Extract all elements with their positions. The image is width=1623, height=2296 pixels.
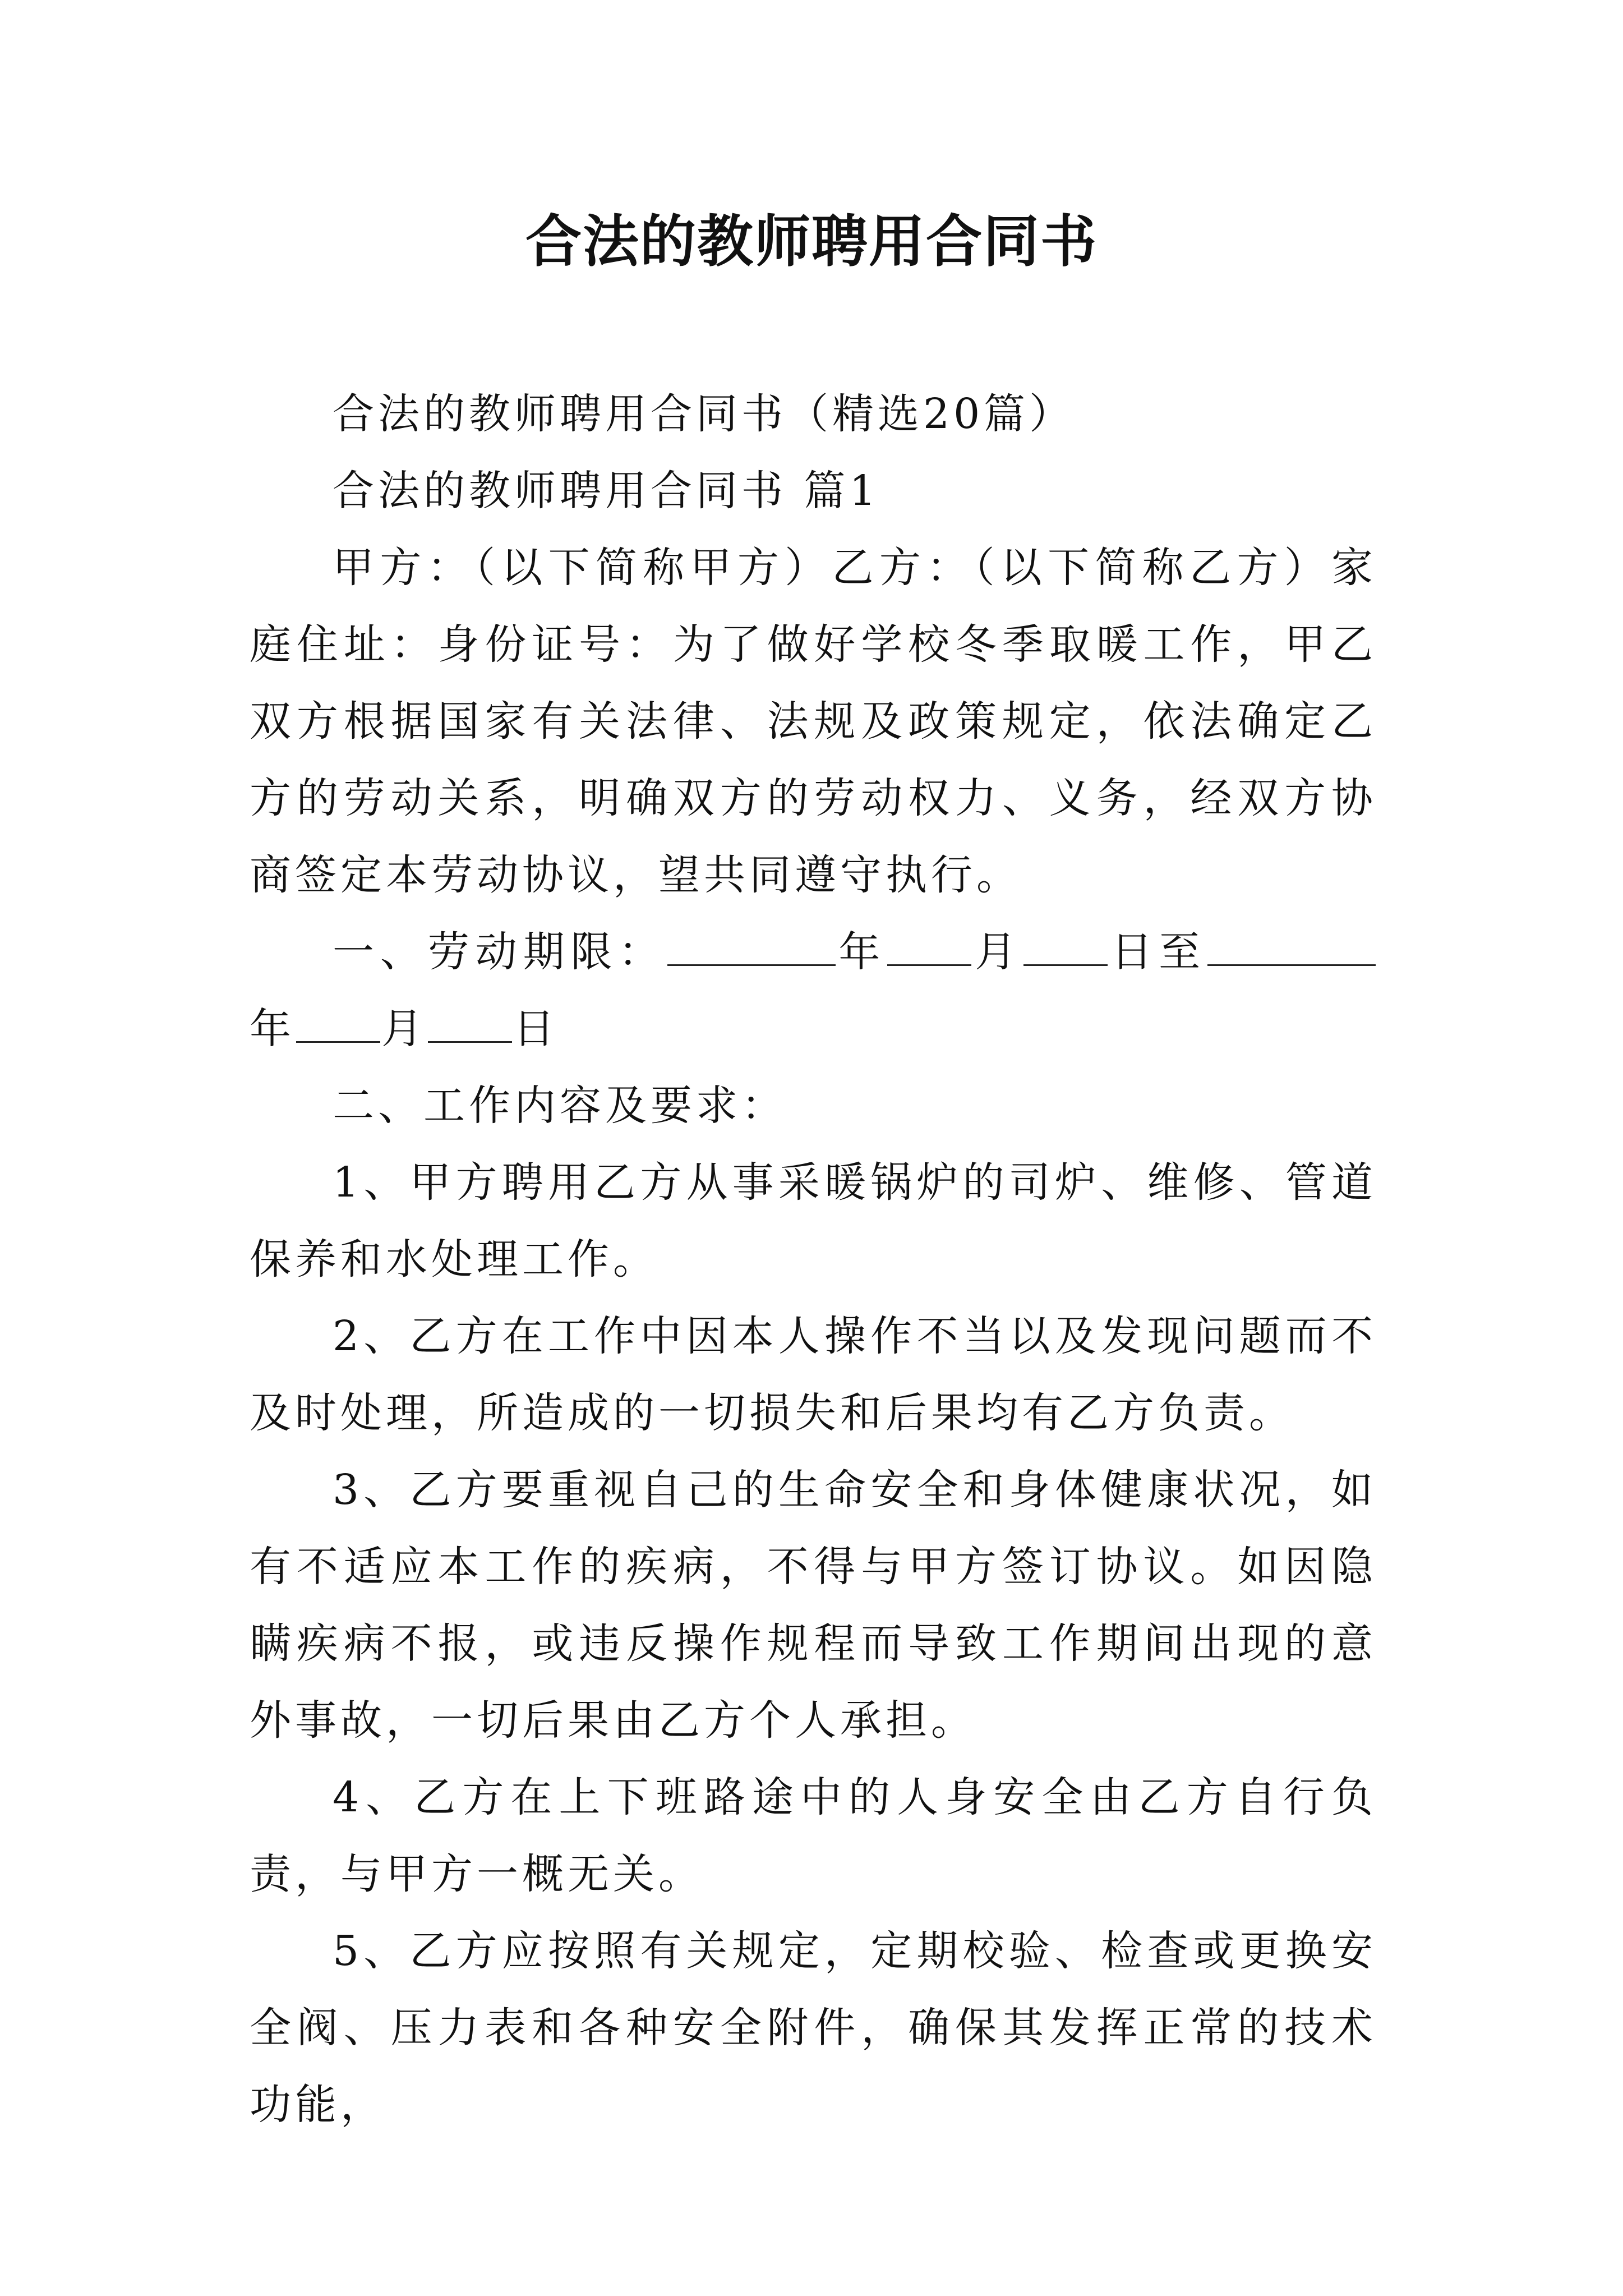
- term-day-2: 日: [513, 1005, 559, 1053]
- blank-line: [1023, 964, 1108, 966]
- paragraph-clause-4: 4、乙方在上下班路途中的人身安全由乙方自行负责，与甲方一概无关。: [250, 1773, 1377, 1898]
- term-label: 一、劳动期限：: [333, 928, 666, 976]
- blank-line: [1207, 964, 1376, 966]
- paragraph-work-heading: 二、工作内容及要求：: [333, 1082, 787, 1130]
- document-title: 合法的教师聘用合同书: [525, 208, 1098, 274]
- paragraph-section-heading: 合法的教师聘用合同书 篇1: [333, 467, 880, 515]
- blank-line: [667, 964, 836, 966]
- paragraph-subtitle: 合法的教师聘用合同书（精选20篇）: [333, 390, 1075, 438]
- term-month-1: 月: [972, 928, 1023, 976]
- blank-line: [887, 964, 971, 966]
- term-year-1: 年: [836, 928, 887, 976]
- term-day-to: 日至: [1109, 928, 1207, 976]
- blank-line: [428, 1041, 512, 1043]
- term-month-2: 月: [381, 1005, 427, 1053]
- paragraph-clause-2: 2、乙方在工作中因本人操作不当以及发现问题而不及时处理，所造成的一切损失和后果均有乙方负责。: [250, 1312, 1377, 1437]
- paragraph-term: [250, 914, 1377, 1068]
- blank-line: [296, 1041, 380, 1043]
- document-body: [250, 376, 1377, 2143]
- paragraph-clause-5: 5、乙方应按照有关规定，定期校验、检查或更换安全阀、压力表和各种安全附件，确保其发挥正常的技术功能，: [250, 1927, 1377, 2129]
- paragraph-clause-1: 1、甲方聘用乙方从事采暖锅炉的司炉、维修、管道保养和水处理工作。: [250, 1158, 1377, 1283]
- term-year-2: 年: [250, 1005, 295, 1053]
- paragraph-parties: 甲方：（以下简称甲方）乙方：（以下简称乙方）家庭住址：身份证号：为了做好学校冬季取暖工作，甲乙双方根据国家有关法律、法规及政策规定，依法确定乙方的劳动关系，明确双方的劳动权力、义务，经双方协商签定本劳动协议，望共同遵守执行。: [250, 544, 1377, 899]
- paragraph-clause-3: 3、乙方要重视自己的生命安全和身体健康状况，如有不适应本工作的疾病，不得与甲方签订协议。如因隐瞒疾病不报，或违反操作规程而导致工作期间出现的意外事故，一切后果由乙方个人承担。: [250, 1466, 1377, 1745]
